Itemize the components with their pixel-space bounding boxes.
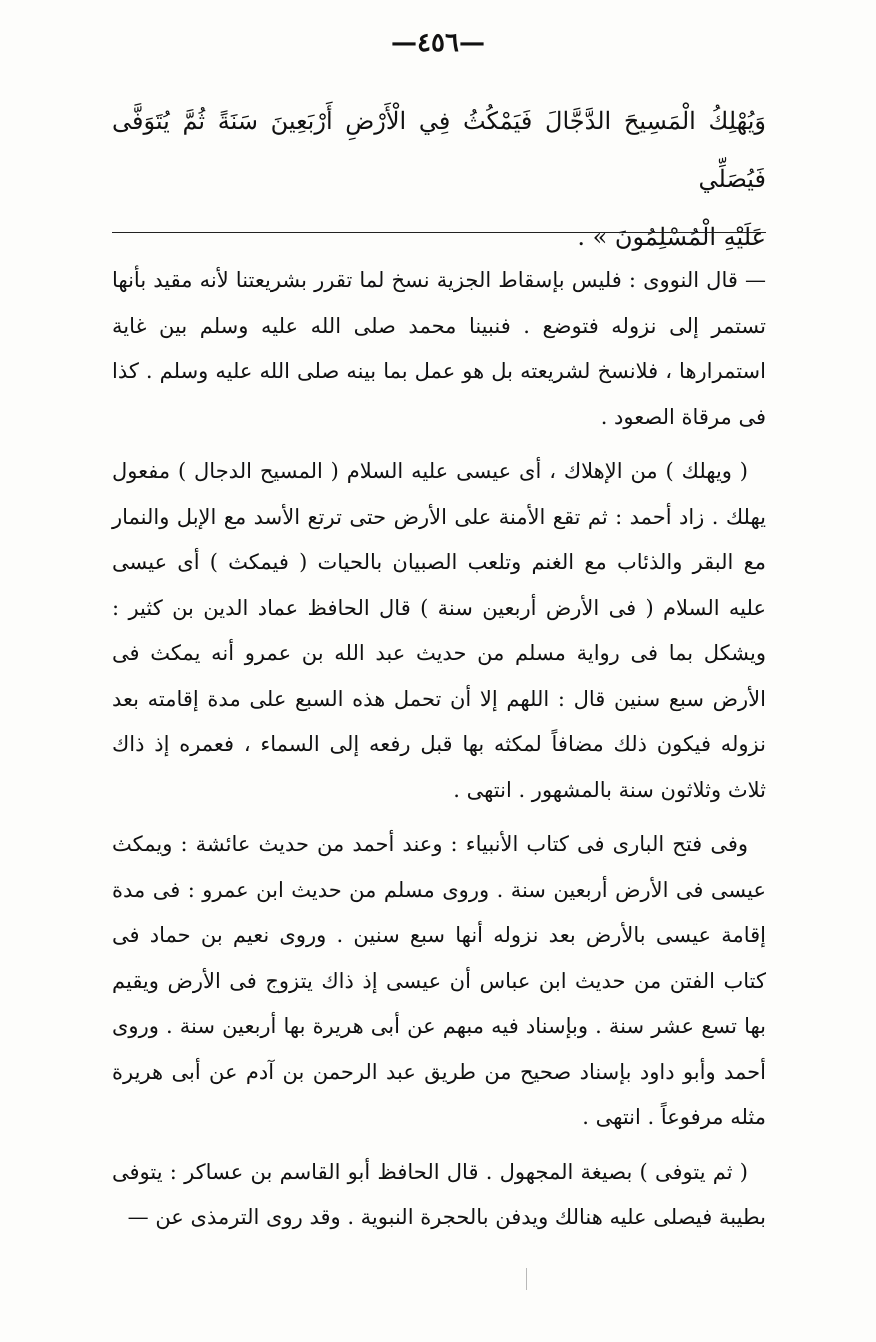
- commentary-paragraph: ( ويهلك ) من الإهلاك ، أى عيسى عليه السلام ( المسيح الدجال ) مفعول يهلك . زاد أحمد : ثم تقع الأمنة على الأرض حتى ترتع الأسد مع الإبل والنمار مع البقر والذئاب مع الغنم وتلعب الصبيان بالحيات ( فيمكث ) أى عيسى عليه السلام ( فى الأرض أربعين سنة ) قال الحافظ عماد الدين بن كثير : ويشكل بما فى رواية مسلم من حديث عبد الله بن عمرو أنه يمكث فى الأرض سبع سنين قال : اللهم إلا أن تحمل هذه السبع على مدة إقامته بعد نزوله فيكون ذلك مضافاً لمكثه بها قبل رفعه إلى السماء ، فعمره إذ ذاك ثلاث وثلاثون سنة بالمشهور . انتهى .: [112, 459, 766, 802]
- footnote-divider: [112, 232, 766, 233]
- scan-artifact: [526, 1268, 527, 1290]
- commentary-paragraph: — قال النووى : فليس بإسقاط الجزية نسخ لما تقرر بشريعتنا لأنه مقيد بأنها تستمر إلى نزوله فتوضع . فنبينا محمد صلى الله عليه وسلم بين غاية استمرارها ، فلانسخ لشريعته بل هو عمل بما بينه صلى الله عليه وسلم . كذا فى مرقاة الصعود .: [112, 268, 766, 429]
- hadith-text: [112, 92, 766, 266]
- commentary-text: [112, 258, 766, 1250]
- commentary-paragraph: ( ثم يتوفى ) بصيغة المجهول . قال الحافظ أبو القاسم بن عساكر : يتوفى بطيبة فيصلى عليه هنالك ويدفن بالحجرة النبوية . وقد روى الترمذى عن —: [112, 1159, 766, 1229]
- hadith-line: عَلَيْهِ الْمُسْلِمُونَ » .: [577, 223, 766, 251]
- page-number: —٤٥٦—: [391, 28, 485, 58]
- hadith-line: وَيُهْلِكُ الْمَسِيحَ الدَّجَّالَ فَيَمْكُثُ فِي الْأَرْضِ أَرْبَعِينَ سَنَةً ثُمَّ يُتَوَفَّى فَيُصَلِّي: [112, 107, 766, 193]
- commentary-paragraph: وفى فتح البارى فى كتاب الأنبياء : وعند أحمد من حديث عائشة : ويمكث عيسى فى الأرض أربعين سنة . وروى مسلم من حديث ابن عمرو : فى مدة إقامة عيسى بالأرض بعد نزوله أنها سبع سنين . وروى نعيم بن حماد فى كتاب الفتن من حديث ابن عباس أن عيسى إذ ذاك يتزوج فى الأرض ويقيم بها تسع عشر سنة . وبإسناد فيه مبهم عن أبى هريرة بها أربعين سنة . وروى أحمد وأبو داود بإسناد صحيح من طريق عبد الرحمن بن آدم عن أبى هريرة مثله مرفوعاً . انتهى .: [112, 832, 766, 1129]
